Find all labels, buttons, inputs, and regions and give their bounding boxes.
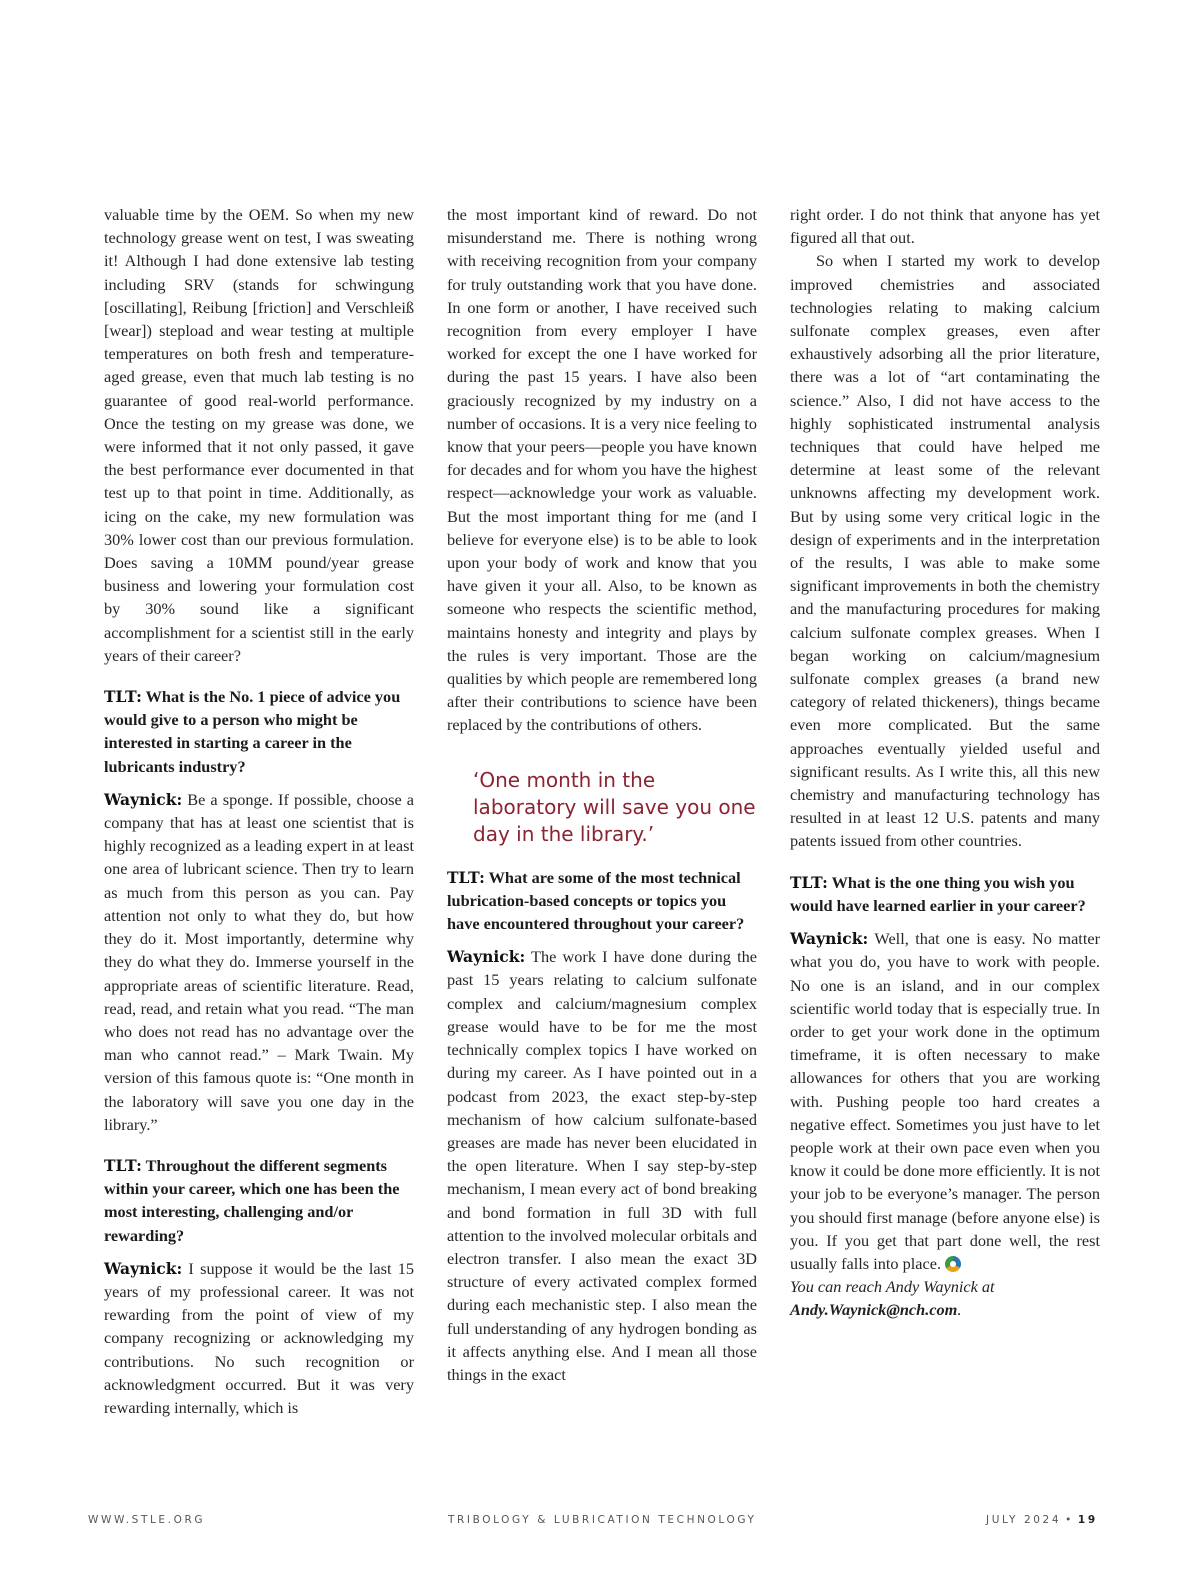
answer-paragraph	[104, 1257, 414, 1419]
contact-text: You can reach Andy Waynick at	[790, 1277, 995, 1297]
stle-logo-icon	[945, 1256, 961, 1272]
answer-label: Waynick:	[790, 929, 869, 949]
footer-separator: •	[1065, 1514, 1074, 1526]
answer-text: Be a sponge. If possible, choose a company that has at least one scientist that is highly recognized as a leading expert in at least one area of lubricant science. Then try to learn as much from this person as you can. Pay attention not only to what they do, but how they do it. Most importantly, determine why they do what they do. Immerse yourself in the appropriate areas of scientific literature. Read, read, read, and retain what you read. “The man who does not read has no advantage over the man who cannot read.” – Mark Twain. My version of this famous quote is: “One month in the laboratory will save you one day in the library.”	[104, 789, 414, 1134]
answer-label: Waynick:	[104, 1258, 183, 1278]
answer-paragraph	[790, 927, 1100, 1275]
page-number: 19	[1077, 1514, 1098, 1526]
question-text: What are some of the most technical lubrication-based concepts or topics you have encountered throughout your career?	[447, 867, 745, 934]
footer-date: JULY 2024	[986, 1514, 1062, 1526]
answer-paragraph	[447, 945, 757, 1386]
question-label: TLT:	[104, 1155, 142, 1175]
answer-label: Waynick:	[104, 789, 183, 809]
answer-text: The work I have done during the past 15 years relating to calcium sulfonate complex and calcium/magnesium complex grease would have to be for me the most technically complex topics I have worked on during my career. As I have pointed out in a podcast from 2023, the exact step-by-step mechanism of how calcium sulfonate-based greases are made has never been elucidated in the open literature. When I say step-by-step mechanism, I mean every act of bond breaking and bond formation in full 3D with full attention to the involved molecular orbitals and electron transfer. I also mean the exact 3D structure of every activated complex formed during each mechanistic step. I also mean the full understanding of any hydrogen bonding as it affects anything else. And I mean all those things in the exact	[447, 947, 757, 1384]
answer-text: Well, that one is easy. No matter what you do, you have to work with people. No one is an island, and in our complex scientific world today that is especially true. In order to get your work done in the optimum timeframe, it is often necessary to make allowances for others that you are working with. Pushing people too hard creates a negative effect. Sometimes you just have to let people work at their own pace even when you know it could be done more efficiently. It is not your job to be everyone’s manager. The person you should first manage (before anyone else) is you. If you get that part done well, the rest usually falls into place.	[790, 929, 1100, 1273]
column-middle	[447, 203, 757, 1386]
contact-period: .	[957, 1300, 962, 1320]
question-text: What is the one thing you wish you would have learned earlier in your career?	[790, 872, 1086, 915]
body-paragraph: the most important kind of reward. Do not misunderstand me. There is nothing wrong with receiving recognition from your company for truly outstanding work that you have done. In one form or another, I have received such recognition from every employer I have worked for except the one I have worked for during the past 15 years. I have also been graciously recognized by my industry on a number of occasions. It is a very nice feeling to know that your peers—people you have known for decades and for whom you have the highest respect—acknowledge your work as valuable. But the most important thing for me (and I believe for everyone else) is to be able to look upon your body of work and know that you have given it your all. Also, to be known as someone who respects the scientific method, maintains honesty and integrity and plays by the rules is very important. Those are the qualities by which people are remembered long after their contributions to science have been replaced by the contributions of others.	[447, 205, 757, 735]
interview-question	[447, 866, 757, 936]
question-text: What is the No. 1 piece of advice you would give to a person who might be interested in starting a career in the lubricants industry?	[104, 687, 401, 776]
interview-question	[104, 685, 414, 778]
question-text: Throughout the different segments within your career, which one has been the most interesting, challenging and/or rewarding?	[104, 1155, 400, 1245]
footer-publication: TRIBOLOGY & LUBRICATION TECHNOLOGY	[448, 1514, 757, 1526]
contact-email[interactable]: Andy.Waynick@nch.com	[790, 1300, 958, 1320]
body-paragraph: valuable time by the OEM. So when my new technology grease went on test, I was sweating it! Although I had done extensive lab testing including SRV (stands for schwingung [oscillating], Reibung [friction] and Verschleiß [wear]) stepload and wear testing at multiple temperatures on both fresh and temperature-aged grease, even that much lab testing is no guarantee of good real-world performance. Once the testing on my grease was done, we were informed that it not only passed, it gave the best performance ever documented in that test up to that point in time. Additionally, as icing on the cake, my new formulation was 30% lower cost than our previous formulation. Does saving a 10MM pound/year grease business and lowering your formulation cost by 30% sound like a significant accomplishment for a scientist still in the early years of their career?	[104, 205, 414, 665]
column-right	[790, 203, 1100, 1322]
question-label: TLT:	[790, 872, 828, 892]
interview-question	[790, 871, 1100, 917]
answer-paragraph	[104, 788, 414, 1136]
footer-date-page	[986, 1514, 1098, 1526]
pull-quote: ‘One month in the laboratory will save you one day in the library.’	[473, 767, 756, 846]
question-label: TLT:	[447, 867, 485, 887]
body-paragraph: right order. I do not think that anyone has yet figured all that out.	[790, 205, 1100, 248]
body-paragraph: So when I started my work to develop improved chemistries and associated technologies relating to making calcium sulfonate complex greases, even after exhaustively adsorbing all the prior literature, there was a lot of “art contaminating the science.” Also, I did not have access to the highly sophisticated instrumental analysis techniques that could have helped me determine at least some of the relevant unknowns affecting my development work. But by using some very critical logic in the design of experiments and in the interpretation of the results, I was able to make some significant improvements in both the chemistry and the manufacturing procedures for making calcium sulfonate complex greases. When I began working on calcium/magnesium sulfonate complex greases (a brand new category of related thickeners), things became even more complicated. But the same approaches eventually yielded useful and significant results. As I write this, all this new chemistry and manufacturing technology has resulted in at least 12 U.S. patents and many patents issued from other countries.	[790, 251, 1100, 851]
answer-text: I suppose it would be the last 15 years of my professional career. It was not rewarding from the point of view of my company recognizing or acknowledging my contributions. No such recognition or acknowledgment occurred. But it was very rewarding internally, which is	[104, 1258, 414, 1417]
answer-label: Waynick:	[447, 947, 526, 967]
interview-question	[104, 1154, 414, 1247]
contact-note	[790, 1275, 1100, 1321]
column-left	[104, 203, 414, 1419]
footer-website[interactable]: WWW.STLE.ORG	[88, 1514, 206, 1526]
question-label: TLT:	[104, 687, 142, 707]
